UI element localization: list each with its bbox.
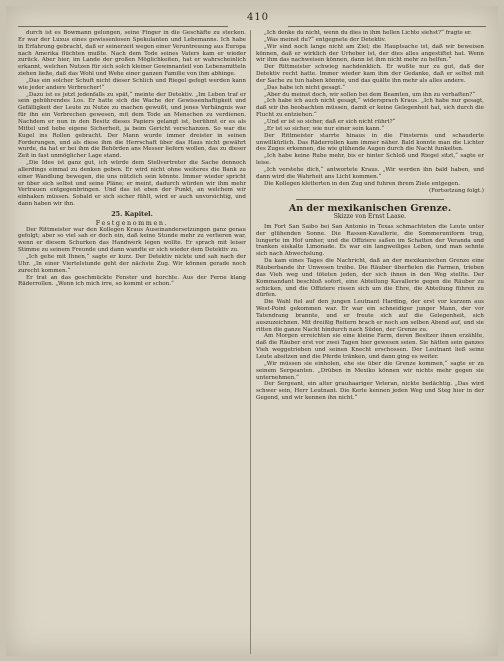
chapter-number: 25. Kapitel. <box>111 209 153 218</box>
paragraph: „Aber du meinst doch, wir sollen bei dem Beamten, um ihn zu verhaften?“ <box>264 91 476 98</box>
paragraph: „Ich habe keine Ruhe mehr, bis er hinter Schloß und Riegel sitzt,“ sagte er leise. <box>256 153 484 167</box>
paragraph: „Ich gehe mit Ihnen,“ sagte er kurz. Der Detektiv nickte und sah nach der Uhr. „In einer Viertelstunde geht der nächste Zug. Wir können gerade noch zurecht kommen.“ <box>18 254 246 274</box>
header-rule-right <box>288 26 486 27</box>
paragraph: Die Wahl fiel auf den jungen Leutnant Harding, der erst vor kurzem aus West-Point gekommen war. Er war ein schneidiger junger Mann, der vor Tatendrang brannte, und er freute sich auf die Gelegenheit, sich auszuzeichnen. Mit dreißig Reitern brach er noch am selben Abend auf, und sie ritten die ganze Nacht hindurch nach Süden, der Grenze zu. <box>256 299 484 333</box>
paragraph: Da kam eines Tages die Nachricht, daß an der mexikanischen Grenze eine Räuberbande ihr Unwesen treibe. Die Räuber überfielen die Farmen, trieben das Vieh weg und töteten jeden, der sich ihnen in den Weg stellte. Der Kommandant beschloß sofort, eine Abteilung Kavallerie gegen die Räuber zu schicken, und die Offiziere rissen sich um die Ehre, die Abteilung führen zu dürfen. <box>256 258 484 299</box>
paragraph: Die Kollegen kletterten in den Zug und fuhren ihrem Ziele entgegen. <box>264 180 460 187</box>
paragraph: Der Rittmeister war den Kollegen Kraus Auseinandersetzungen ganz genau gefolgt; aber so viel sah er doch ein, daß keine Stunde mehr zu verlieren war, wenn er diesem Schurken das Handwerk legen wollte. Er sprach mit leiser Stimme zu seinem Freunde und dann wandte er sich wieder dem Detektiv zu. <box>18 226 246 254</box>
paragraph: „Und er ist so sicher, daß er sich nicht rührt?“ <box>264 118 396 125</box>
continued-note: (Fortsetzung folgt.) <box>428 188 484 195</box>
chapter-heading: Festgenommen. <box>95 218 169 227</box>
paragraph: „Dazu ist es jetzt jedenfalls zu spät,“ meinte der Detektiv. „Im Leben traf er sein gebührendes Los. Er hatte sich die Wache der Gewissenhaftigkeit und Gefälligkeit der Leute zu Nutze zu machen gewußt, und jenes Verhängnis war für ihn ein Verbrechen gewesen, mit dem Tode an Menschen zu verdienen. Nachdem er nun in den Besitz dieses Papiers gelangt ist, berühmt er es als Mittel und hebe eigene Sicherheit, ja beim Gericht verschanzen. So war die Kugel ins Rollen gebracht. Der Mann wurde immer dreister in seinen Forderungen, und als diese ihm die Herrschaft über das Haus nicht gewährt wurde, da hat er bei ihm die Behörden ans Messer liefern wollen, das zu dieser Zeit in fast unmöglicher Lage stand. <box>18 91 246 160</box>
paragraph: „Die Idee ist ganz gut, ich würde dem Stellvertreter die Sache dennoch allerdings einmal zu denken geben. Er wird nicht ohne weiteres die Bank zu einer Wandlung bewegen, die uns nützlich sein könnte. Immer wieder spricht er über sich selbst und seine Pläne; er meint, dadurch würden wir ihm mehr Vertrauen entgegenbringen. Und das ist eben der Punkt, an welchem wir einhaken müssen. Sobald er sich sicher fühlt, wird er auch unvorsichtig, und dann haben wir ihn. <box>18 160 246 208</box>
paragraph: „Wir müssen sie einholen, ehe sie über die Grenze kommen,“ sagte er zu seinem Sergeanten. „Drüben in Mexiko können wir nichts mehr gegen sie unternehmen.“ <box>256 360 484 381</box>
paragraph: „Wir sind noch lange nicht am Ziel; die Hauptsache ist, daß wir beweisen können, daß er wirklich der Urheber ist, der dies alles angestiftet hat. Wenn wir ihm das nachweisen können, dann ist ihm nicht mehr zu helfen.“ <box>256 43 484 64</box>
paragraph: durch ist es Bowmann gelungen, seine Finger in die Geschäfte zu stecken. Er war der Luxus eines gewissenlosen Spekulanten und Lebemanns. Ich habe in Erfahrung gebracht, daß er seinerzeit wegen einer Veruntreuung aus Europa nach Amerika flüchten mußte. Nach dem Tode seines Vaters kam er wieder zurück. Aber hier, im Lande der großen Möglichkeiten, hat er wahrscheinlich erkannt, welchen Nutzen für sich solch kleiner Gewinnanteil von Lebensmitteln ziehen ließe, daß das Wohl und Wehe einer ganzen Familie von ihm abhinge. <box>18 30 246 78</box>
paragraph: Er trat an das geschmückte Fenster und horchte. Aus der Ferne klang Räderrollen. „Wenn ich mich irre, so kommt er schon.“ <box>18 274 246 288</box>
column-divider <box>250 30 251 654</box>
left-column <box>18 30 246 288</box>
paragraph: Im Fort San Saibo bei San Antonio in Texas schmachteten die Leute unter der glühenden Sonne. Die Rassen-Kavallerie, die Sommeruniform trug, lungerte im Hof umher, und die Offiziere saßen im Schatten der Veranda und tranken eiskalte Limonade. Es war ein langweiliges Leben, und man sehnte sich nach Abwechslung. <box>256 223 484 258</box>
paragraph: Der Rittmeister schwieg nachdenklich. Er wußte nur zu gut, daß der Detektiv recht hatte. Immer wieder kam ihm der Gedanke, daß er selbst mit der Sache zu tun haben könnte, und das quälte ihn mehr als alles andere. <box>256 64 484 84</box>
right-column <box>256 30 484 402</box>
page-number: 410 <box>246 12 270 23</box>
paragraph: „Das habe ich nicht gesagt.“ <box>264 84 345 91</box>
newspaper-page <box>6 6 498 656</box>
paragraph: „Ich denke du nicht, wenn du dies in ihm hellen Lichte siehst?“ fragte er. <box>264 30 472 36</box>
paragraph: Am Morgen erreichten sie eine kleine Farm, deren Besitzer ihnen erzählte, daß die Räuber erst vor zwei Tagen hier gewesen seien. Sie hätten sein ganzes Vieh weggetrieben und seinen Knecht erschossen. Der Leutnant ließ seine Leute absitzen und die Pferde tränken, und dann ging es weiter. <box>256 333 484 360</box>
paragraph: „Ich verstehe dich,“ antwortete Kraus. „Wir werden ihn bald haben, und dann wird die Wahrheit ans Licht kommen.“ <box>256 166 484 180</box>
paragraph: „Das ein solcher Schuft nicht dieser Schlich und Riegel gefegt werden kann wie jeder andere Verbrecher!“ <box>18 77 246 91</box>
section-separator <box>296 199 444 200</box>
byline: Skizze von Ernst Laase. <box>333 213 407 221</box>
header-rule-left <box>18 26 228 27</box>
paragraph: Der Sergeant, ein alter grauhaariger Veteran, nickte bedächtig. „Das wird schwer sein, Herr Leutnant. Die Kerle kennen jeden Weg und Steg hier in der Gegend, und wir kennen ihn nicht.“ <box>256 381 484 402</box>
paragraph: Der Rittmeister starrte hinaus in die Finsternis und schauderte unwillkürlich. Das Räderrollen kam immer näher. Bald konnte man die Lichter des Zuges erkennen, die wie glühende Augen durch die Nacht funkelten. <box>256 132 484 153</box>
story-title: An der mexikanischen Grenze. <box>288 203 452 215</box>
paragraph: „Was meinst du?“ entgegnete der Detektiv. <box>264 36 386 43</box>
paragraph: „Er ist so sicher, wie nur einer sein kann.“ <box>264 125 385 132</box>
paragraph: „Ich habe ich auch nicht gesagt,“ widersprach Kraus. „Ich habe nur gesagt, daß wir ihn beobachten müssen, damit er keine Gelegenheit hat, sich durch die Flucht zu entziehen.“ <box>256 98 484 119</box>
